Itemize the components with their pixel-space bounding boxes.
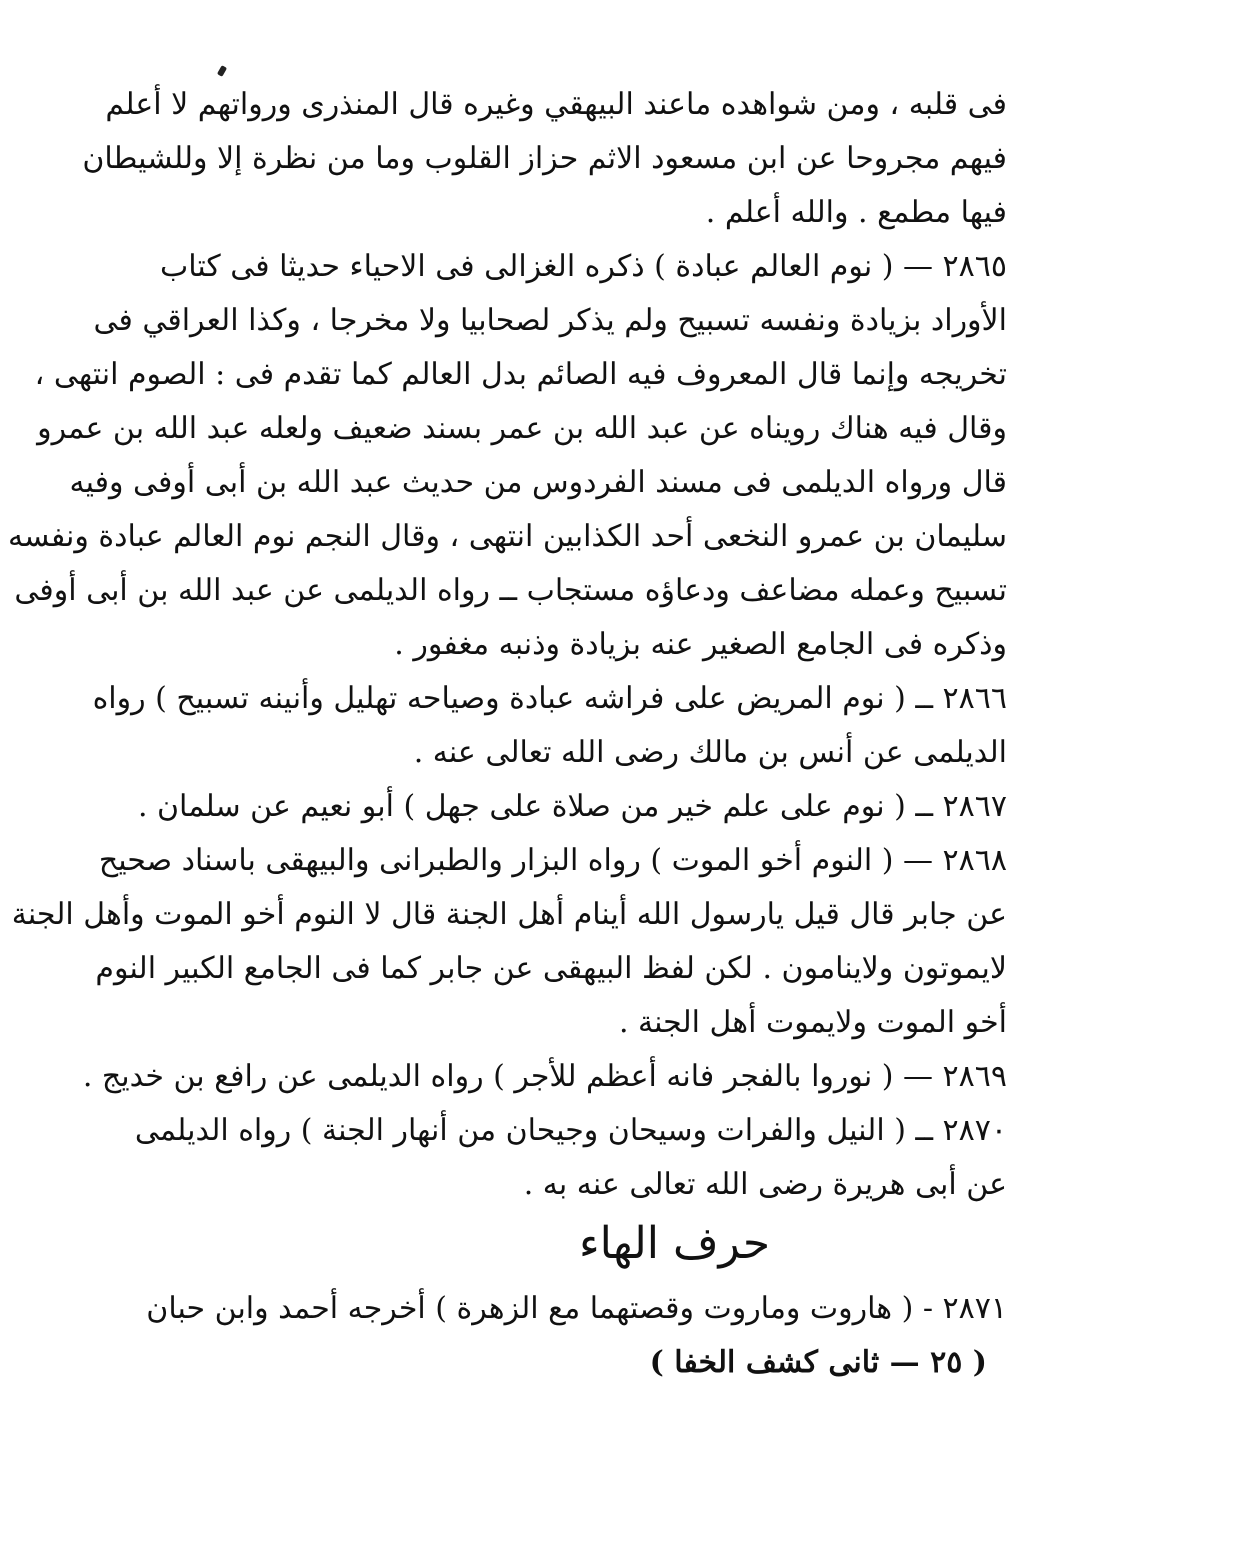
text-line: فى قلبه ، ومن شواهده ماعند البيهقي وغيره قال المنذرى ورواتهم لا أعلم: [105, 87, 1007, 122]
text-line: تسبيح وعمله مضاعف ودعاؤه مستجاب ــ رواه الديلمى عن عبد الله بن أبى أوفى: [14, 573, 1007, 608]
entry-2869-line: ٢٨٦٩ — ( نوروا بالفجر فانه أعظم للأجر ) رواه الديلمى عن رافع بن خديج .: [82, 1059, 1007, 1094]
text-line: وقال فيه هناك رويناه عن عبد الله بن عمر بسند ضعيف ولعله عبد الله بن عمرو: [37, 411, 1007, 446]
text-line: عن جابر قال قيل يارسول الله أينام أهل الجنة قال لا النوم أخو الموت وأهل الجنة: [11, 897, 1007, 932]
entry-2866-line: ٢٨٦٦ ــ ( نوم المريض على فراشه عبادة وصياحه تهليل وأنينه تسبيح ) رواه: [92, 681, 1007, 716]
text-line: عن أبى هريرة رضى الله تعالى عنه به .: [523, 1167, 1007, 1202]
document-page: [8, 78, 1007, 1390]
entry-2871-line: ٢٨٧١ - ( هاروت وماروت وقصتهما مع الزهرة ) أخرجه أحمد وابن حبان: [146, 1291, 1007, 1326]
text-line: تخريجه وإنما قال المعروف فيه الصائم بدل العالم كما تقدم فى : الصوم انتهى ،: [34, 357, 1007, 392]
entry-2870-line: ٢٨٧٠ ــ ( النيل والفرات وسيحان وجيحان من أنهار الجنة ) رواه الديلمى: [134, 1113, 1007, 1148]
text-line: قال ورواه الديلمى فى مسند الفردوس من حديث عبد الله بن أبى أوفى وفيه: [69, 465, 1007, 500]
text-line: لايموتون ولاينامون . لكن لفظ البيهقى عن جابر كما فى الجامع الكبير النوم: [95, 951, 1007, 986]
section-heading: حرف الهاء: [578, 1218, 771, 1269]
text-line: أخو الموت ولايموت أهل الجنة .: [618, 1005, 1007, 1040]
text-line: فيها مطمع . والله أعلم .: [705, 195, 1007, 230]
text-line: الأوراد بزيادة ونفسه تسبيح ولم يذكر لصحابيا ولا مخرجا ، وكذا العراقي فى: [93, 303, 1007, 338]
text-line: فيهم مجروحا عن ابن مسعود الاثم حزاز القلوب وما من نظرة إلا وللشيطان: [82, 141, 1007, 176]
entry-2868-line: ٢٨٦٨ — ( النوم أخو الموت ) رواه البزار والطبرانى والبيهقى باسناد صحيح: [98, 843, 1007, 878]
text-line: سليمان بن عمرو النخعى أحد الكذابين انتهى ، وقال النجم نوم العالم عبادة ونفسه: [8, 519, 1007, 554]
ink-mark: [217, 65, 227, 77]
page-footer: ( ٢٥ — ثانى كشف الخفا ): [649, 1345, 987, 1380]
text-line: وذكره فى الجامع الصغير عنه بزيادة وذنبه مغفور .: [394, 627, 1007, 662]
entry-2867-line: ٢٨٦٧ ــ ( نوم على علم خير من صلاة على جهل ) أبو نعيم عن سلمان .: [137, 789, 1007, 824]
text-line: الديلمى عن أنس بن مالك رضى الله تعالى عنه .: [413, 735, 1007, 770]
entry-2865-line: ٢٨٦٥ — ( نوم العالم عبادة ) ذكره الغزالى فى الاحياء حديثا فى كتاب: [159, 249, 1007, 284]
